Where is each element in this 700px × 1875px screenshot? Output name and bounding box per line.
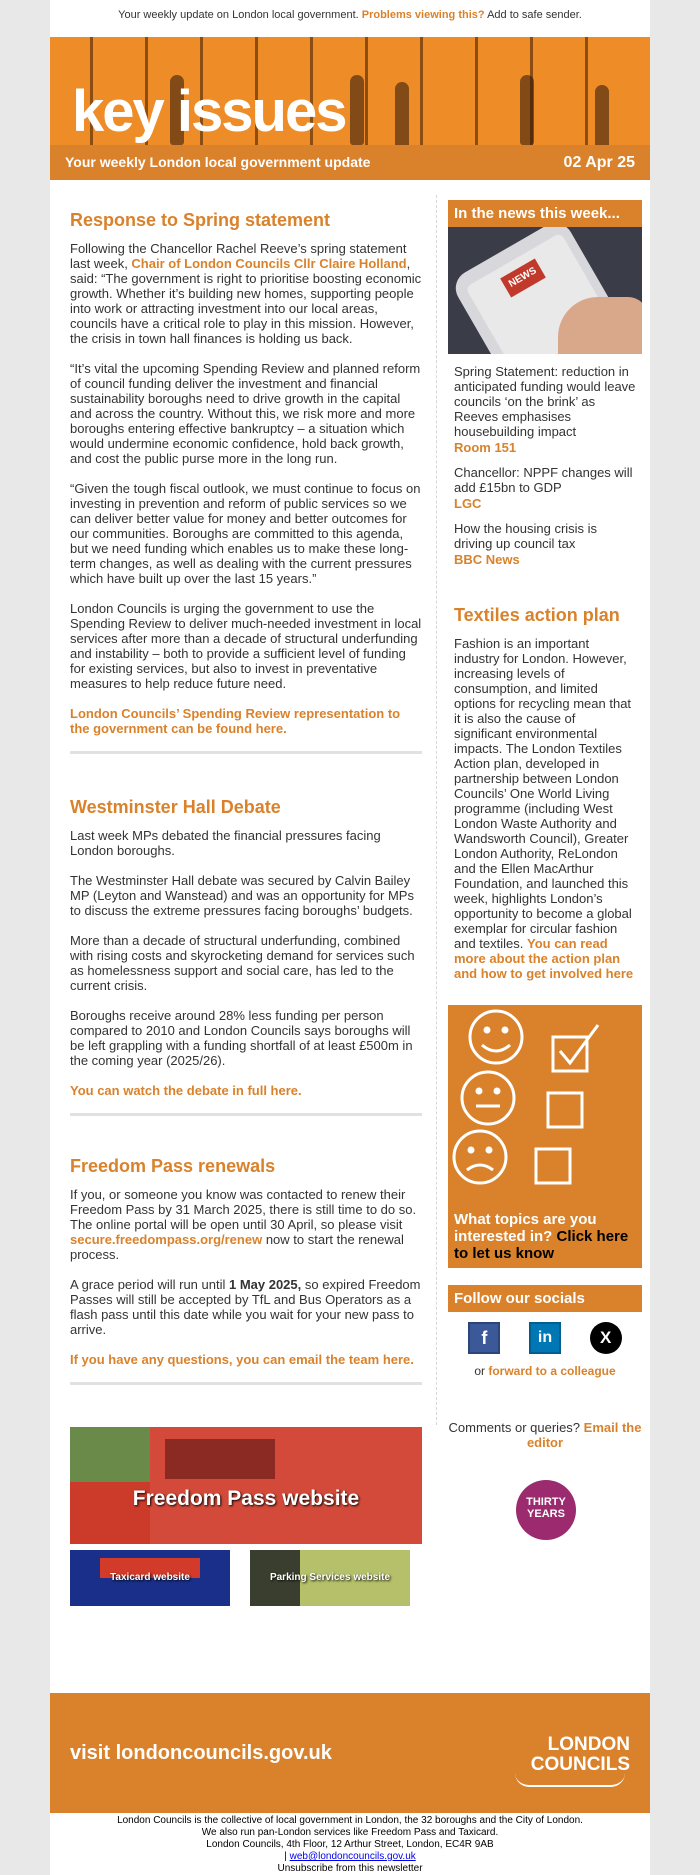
paragraph [70, 706, 422, 736]
paragraph: “Given the tough fiscal outlook, we must continue to focus on investing in prevention and reform of public services so we can deliver better value for money and better outcomes for our communities. Boroughs are committed to this agenda, but we need funding which enables us to make these long-term changes, as well as dealing with the current pressures which have built up over the last 15 years.” [70, 481, 421, 586]
footer-line: We also run pan-London services like Freedom Pass and Taxicard. [201, 1827, 499, 1838]
linkedin-icon[interactable]: in [529, 1322, 561, 1354]
section-title: Textiles action plan [454, 605, 620, 625]
news-source-link[interactable]: Room 151 [454, 440, 517, 455]
survey-banner[interactable] [448, 1005, 642, 1268]
paragraph: The Westminster Hall debate was secured by Calvin Bailey MP (Leyton and Wanstead) and was an opportunity for MPs to discuss the extreme pressures facing boroughs’ budgets. [70, 873, 414, 918]
paragraph [70, 1187, 422, 1262]
x-icon[interactable]: X [590, 1322, 622, 1354]
hero-person [395, 82, 409, 152]
thirty-years-logo [516, 1480, 576, 1540]
text: or [474, 1364, 489, 1378]
column-divider [436, 195, 437, 1425]
news-list [448, 364, 642, 567]
news-header: In the news this week... [448, 200, 642, 227]
text: | [284, 1851, 290, 1862]
footer-text [50, 1813, 650, 1875]
news-badge: NEWS [500, 258, 546, 297]
section-title: Westminster Hall Debate [70, 797, 281, 817]
footer-email-link[interactable]: web@londoncouncils.gov.uk [289, 1851, 416, 1862]
hero-stripe [475, 37, 478, 145]
parking-services-website-banner[interactable] [250, 1550, 410, 1606]
footer-line: London Councils, 4th Floor, 12 Arthur Street, London, EC4R 9AB [206, 1839, 494, 1850]
preheader [50, 0, 650, 37]
safe-sender-link[interactable]: Add to safe sender. [487, 9, 582, 21]
survey-question: What topics are you interested in? [454, 1211, 597, 1245]
text: , said: “The government is right to prioritise boosting economic growth. Whether it’s building new homes, supporting people into work or attracting investment into our local areas, councils have a critical role to play in this mission. However, the crisis in town hall finances is holding us back. [70, 256, 422, 346]
logo-swoosh [515, 1773, 625, 1787]
paragraph [70, 1352, 422, 1367]
paragraph: Last week MPs debated the financial pressures facing London boroughs. [70, 828, 381, 858]
banner-caption: Freedom Pass website [132, 1487, 360, 1510]
watch-debate-link[interactable]: You can watch the debate in full here. [70, 1083, 302, 1098]
text: Following the Chancellor Rachel Reeve’s spring statement last week, [70, 241, 407, 271]
paragraph: Boroughs receive around 28% less funding per person compared to 2010 and London Councils says boroughs will be left grappling with a funding shortfall of at least £500m in the coming year (2025/26). [70, 1008, 413, 1068]
text: If you, or someone you know was contacted to renew their Freedom Pass by 31 March 2025, there is still time to do so. The online portal will be open until 30 April, so please visit [70, 1187, 417, 1232]
hero-bar [50, 145, 650, 180]
visit-website-link[interactable]: visit londoncouncils.gov.uk [70, 1742, 332, 1764]
forward-link[interactable]: forward to a colleague [488, 1364, 616, 1378]
survey-cta: Click here to let us know [454, 1228, 629, 1262]
text: A grace period will run until [70, 1277, 229, 1292]
hero-banner [50, 37, 650, 180]
text: now to start the renewal process. [70, 1232, 404, 1262]
grace-date: 1 May 2025, [228, 1277, 302, 1292]
chair-link[interactable]: Chair of London Councils Cllr Claire Holland [131, 256, 407, 271]
paragraph: “It’s vital the upcoming Spending Review and planned reform of council funding deliver the investment and financial sustainability boroughs need to drive growth in the capital and across the country. Without this, we risk more and more boroughs entering effective bankruptcy – a situation which would undermine economic confidence, hold back growth, and cost the public purse more in the long run. [70, 361, 421, 466]
westminster-section [70, 797, 422, 1133]
paragraph: More than a decade of structural underfunding, combined with rising costs and skyrocketing demand for services such as homelessness support and social care, has led to the current crisis. [70, 933, 415, 993]
freedom-pass-section [70, 1156, 422, 1402]
news-source-link[interactable]: LGC [454, 496, 482, 511]
problems-viewing-link[interactable]: Problems viewing this? [361, 9, 485, 21]
news-item-text: Spring Statement: reduction in anticipated funding would leave councils ‘on the brink’ as Reeves emphasises housebuilding impact [454, 364, 636, 439]
news-image [448, 227, 642, 354]
paragraph [70, 1083, 422, 1098]
banner-window [165, 1439, 275, 1479]
survey-text [454, 1211, 638, 1262]
hero-person [350, 75, 364, 145]
footer-band [50, 1693, 650, 1813]
badge-line: YEARS [527, 1508, 565, 1520]
text: so expired Freedom Passes will still be accepted by TfL and Bus Operators as a flash pass until this date while you wait for your new pass to arrive. [70, 1277, 421, 1337]
paragraph [70, 1277, 422, 1337]
logo-line: COUNCILS [530, 1754, 630, 1775]
hero-person [520, 75, 534, 145]
banner-caption: Taxicard website [110, 1572, 190, 1583]
badge-line: THIRTY [526, 1496, 566, 1508]
comments-line [448, 1420, 642, 1450]
paragraph [454, 636, 636, 981]
section-title: Freedom Pass renewals [70, 1156, 276, 1176]
news-source-link[interactable]: BBC News [454, 552, 520, 567]
newsletter [50, 0, 650, 1875]
hero-title: key issues [72, 79, 346, 144]
banner-caption: Parking Services website [269, 1572, 391, 1583]
forward-line [448, 1364, 642, 1378]
unsubscribe-link[interactable]: Unsubscribe from this newsletter [277, 1863, 423, 1874]
survey-faces-icon [448, 1005, 642, 1185]
logo-line: LONDON [547, 1734, 630, 1755]
divider [70, 1382, 422, 1385]
preheader-text: Your weekly update on London local government. [118, 9, 359, 21]
freedom-pass-renew-link[interactable]: secure.freedompass.org/renew [70, 1232, 263, 1247]
footer-line: London Councils is the collective of local government in London, the 32 boroughs and the City of London. [117, 1815, 583, 1826]
hero-stripe [420, 37, 423, 145]
hero-tagline: Your weekly London local government update [65, 154, 371, 170]
paragraph: London Councils is urging the government to use the Spending Review to deliver much-needed investment in local services after more than a decade of structural underfunding and instability – both to provide a sufficient level of funding for existing services, but also to invest in preventative measures to help reduce future need. [70, 601, 422, 691]
email-editor-link[interactable]: Email the editor [526, 1420, 642, 1450]
freedom-pass-website-banner[interactable] [70, 1427, 422, 1544]
facebook-icon[interactable]: f [468, 1322, 500, 1354]
issue-date: 02 Apr 25 [563, 154, 635, 171]
textiles-section [448, 605, 642, 981]
spring-statement-section [70, 210, 422, 771]
text: Comments or queries? [448, 1420, 584, 1435]
news-item-text: Chancellor: NPPF changes will add £15bn to GDP [454, 465, 633, 495]
paragraph [70, 241, 422, 346]
social-icons [448, 1322, 642, 1354]
email-team-link[interactable]: If you have any questions, you can email the team here. [70, 1352, 414, 1367]
london-councils-logo [510, 1735, 630, 1775]
hero-stripe [365, 37, 368, 145]
news-item-text: How the housing crisis is driving up council tax [454, 521, 598, 551]
socials-section [448, 1285, 642, 1378]
sidebar [448, 200, 642, 1520]
text: Fashion is an important industry for London. However, increasing levels of consumption, and limited options for recycling mean that it is also the cause of significant environmental impacts. The London Textiles Action plan, developed in partnership between London Councils’ One World Living programme (including West London Waste Authority and Wandsworth Council), Greater London Authority, ReLondon and the Ellen MacArthur Foundation, and launched this week, highlights London’s opportunity to become a global exemplar for circular fashion and textiles. [454, 636, 632, 951]
divider [70, 1113, 422, 1116]
footer-email-line [50, 1851, 650, 1863]
hero-stripe [585, 37, 588, 145]
divider [70, 751, 422, 754]
textiles-link[interactable]: You can read more about the action plan and how to get involved here [454, 936, 634, 981]
socials-header: Follow our socials [448, 1285, 642, 1312]
spending-review-link[interactable]: London Councils’ Spending Review representation to the government can be found here. [70, 706, 401, 736]
section-title: Response to Spring statement [70, 210, 331, 230]
taxicard-website-banner[interactable] [70, 1550, 230, 1606]
